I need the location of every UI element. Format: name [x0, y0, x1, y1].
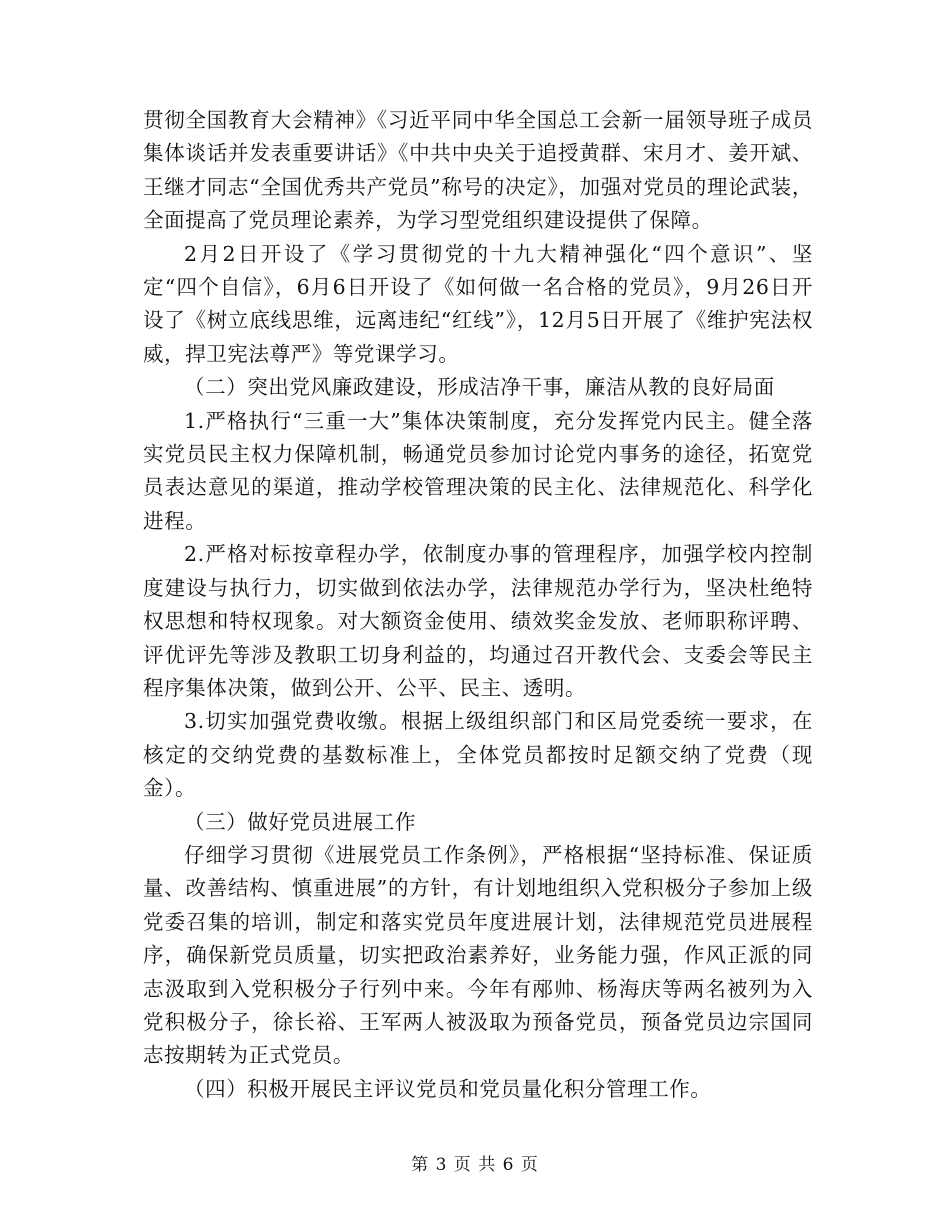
paragraph-party-dues: 3.切实加强党费收缴。根据上级组织部门和区局党委统一要求，在核定的交纳党费的基数标准上，全体党员都按时足额交纳了党费（现金）。	[143, 709, 813, 801]
paragraph-member-development: 仔细学习贯彻《进展党员工作条例》，严格根据“坚持标准、保证质量、改善结构、慎重进展”的方针，有计划地组织入党积极分子参加上级党委召集的培训，制定和落实党员年度进展计划，法律规范党员进展程序，确保新党员质量，切实把政治素养好，业务能力强，作风正派的同志汲取到入党积极分子行列中来。今年有邴帅、杨海庆等两名被列为入党积极分子，徐长裕、王军两人被汲取为预备党员，预备党员边宗国同志按期转为正式党员。	[143, 842, 813, 1068]
section-heading-member-development: （三）做好党员进展工作	[184, 809, 417, 834]
paragraph-party-lectures: 2月2日开设了《学习贯彻党的十九大精神强化“四个意识”、坚定“四个自信》，6月6日开设了《如何做一名合格的党员》，9月26日开设了《树立底线思维，远离违纪“红线”》，12月5日开展了《维护宪法权威，捍卫宪法尊严》等党课学习。	[143, 241, 813, 366]
document-body	[143, 104, 813, 1106]
paragraph-collective-decision: 1.严格执行“三重一大”集体决策制度，充分发挥党内民主。健全落实党员民主权力保障机制，畅通党员参加讨论党内事务的途径，拓宽党员表达意见的渠道，推动学校管理决策的民主化、法律规范化、科学化进程。	[143, 408, 813, 533]
paragraph-study-materials: 贯彻全国教育大会精神》《习近平同中华全国总工会新一届领导班子成员集体谈话并发表重要讲话》《中共中央关于追授黄群、宋月才、姜开斌、王继才同志“全国优秀共产党员”称号的决定》，加强对党员的理论武装，全面提高了党员理论素养，为学习型党组织建设提供了保障。	[143, 108, 813, 233]
paragraph-rule-based-management: 2.严格对标按章程办学，依制度办事的管理程序，加强学校内控制度建设与执行力，切实做到依法办学，法律规范办学行为，坚决杜绝特权思想和特权现象。对大额资金使用、绩效奖金发放、老师职称评聘、评优评先等涉及教职工切身利益的，均通过召开教代会、支委会等民主程序集体决策，做到公开、公平、民主、透明。	[143, 542, 813, 700]
section-heading-integrity: （二）突出党风廉政建设，形成洁净干事，廉洁从教的良好局面	[184, 375, 775, 400]
section-heading-democratic-evaluation: （四）积极开展民主评议党员和党员量化积分管理工作。	[184, 1076, 712, 1101]
page-number: 第 3 页 共 6 页	[411, 1155, 539, 1175]
page-footer	[0, 1150, 950, 1175]
